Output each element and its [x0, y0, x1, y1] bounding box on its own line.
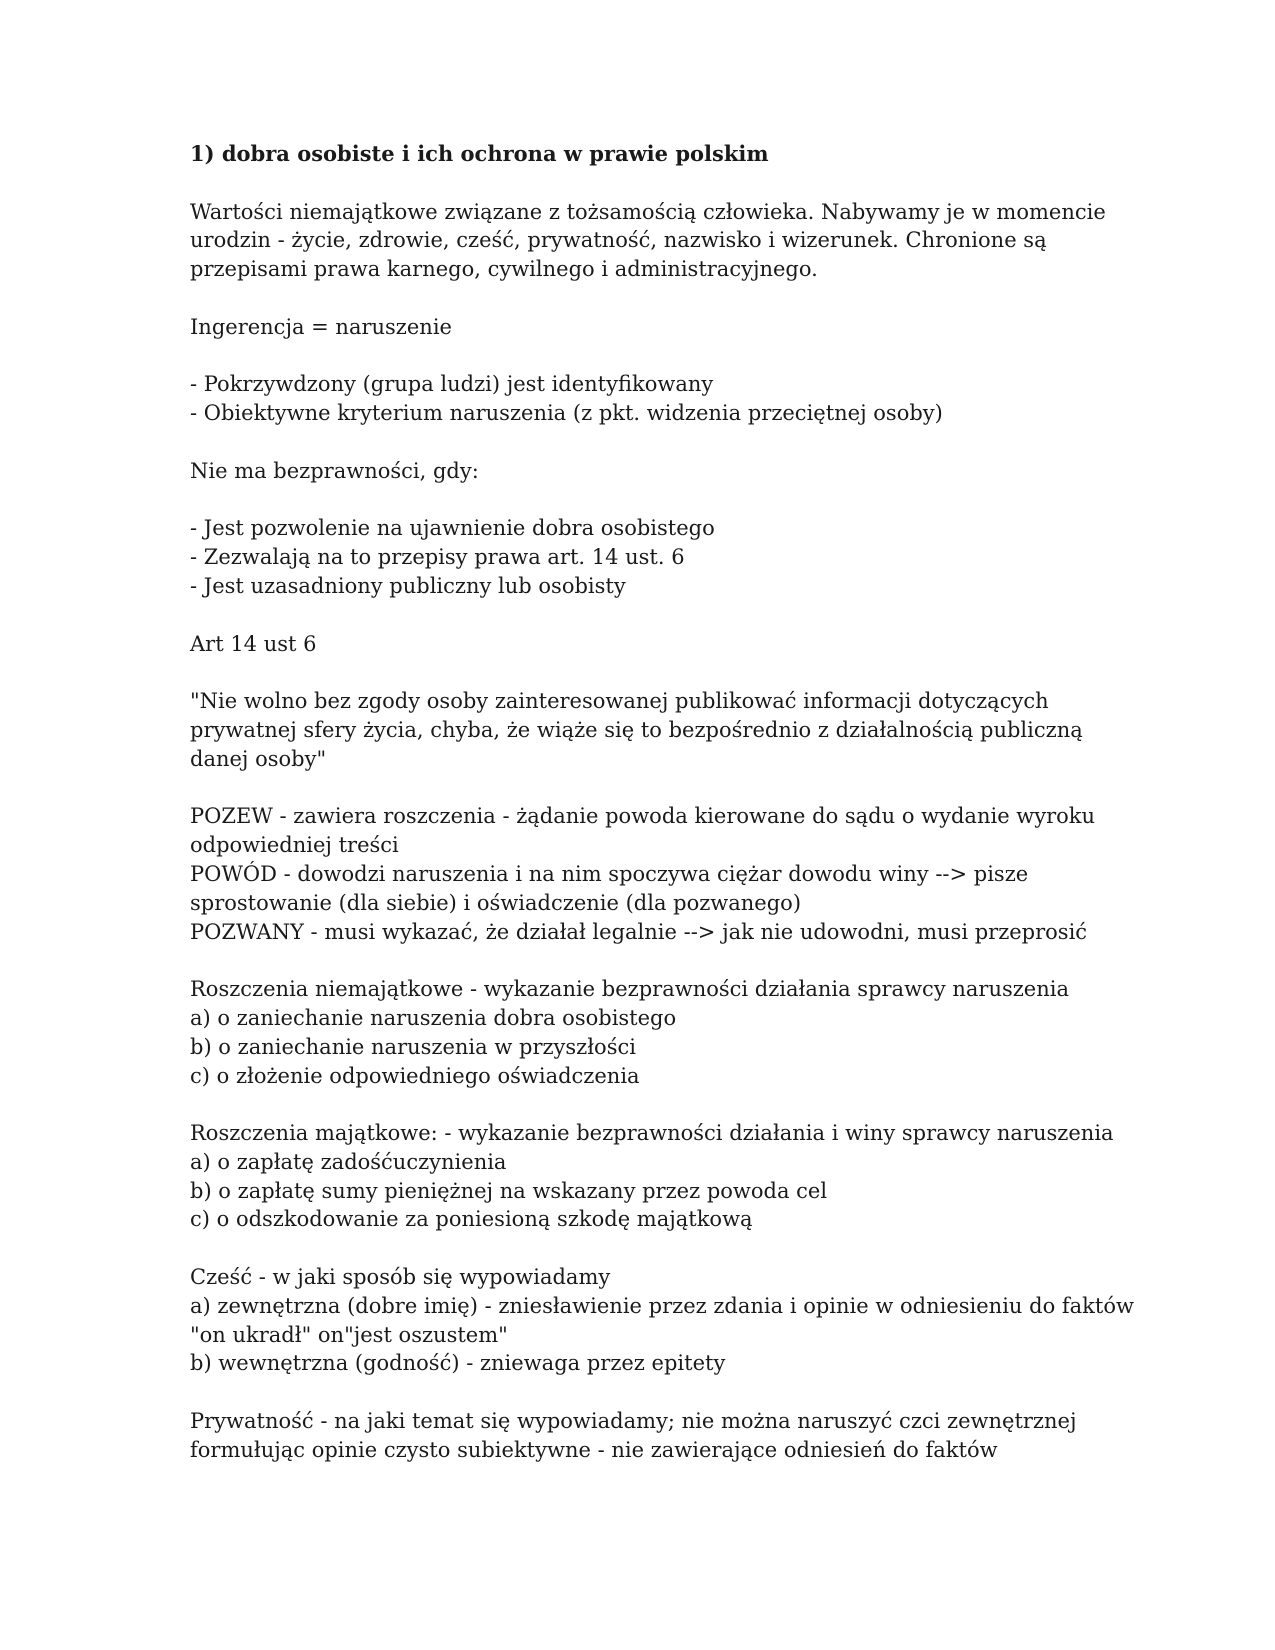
list-item: c) o odszkodowanie za poniesioną szkodę majątkową — [190, 1207, 753, 1232]
section-heading: Roszczenia majątkowe: - wykazanie bezprawności działania i winy sprawcy naruszenia — [190, 1121, 1114, 1146]
spacer — [190, 486, 1110, 515]
spacer — [190, 946, 1110, 975]
quote-line: prywatnej sfery życia, chyba, że wiąże się to bezpośrednio z działalnością publiczną — [190, 717, 1083, 742]
pozew-section — [190, 802, 1110, 946]
art-quote — [190, 687, 1110, 773]
spacer — [190, 1090, 1110, 1119]
list-item: - Jest uzasadniony publiczny lub osobisty — [190, 573, 626, 598]
intro-line: Wartości niemajątkowe związane z tożsamością człowieka. Nabywamy je w momencie — [190, 199, 1106, 224]
list-item: b) wewnętrzna (godność) - zniewaga przez epitety — [190, 1351, 726, 1376]
intro-line: urodzin - życie, zdrowie, cześć, prywatność, nazwisko i wizerunek. Chronione są — [190, 228, 1047, 253]
document-title: 1) dobra osobiste i ich ochrona w prawie polskim — [190, 141, 769, 166]
list-item: a) zewnętrzna (dobre imię) - zniesławienie przez zdania i opinie w odniesieniu do faktów — [190, 1293, 1134, 1318]
spacer — [190, 342, 1110, 371]
list-item: - Zezwalają na to przepisy prawa art. 14 ust. 6 — [190, 545, 685, 570]
intro-paragraph — [190, 198, 1110, 284]
spacer — [190, 169, 1110, 198]
list-item: - Obiektywne kryterium naruszenia (z pkt. widzenia przeciętnej osoby) — [190, 401, 943, 426]
czesc-section — [190, 1263, 1134, 1378]
spacer — [190, 428, 1110, 457]
ingerencja-list — [190, 370, 1110, 428]
niemajatkowe-section — [190, 975, 1110, 1090]
document-page — [190, 140, 1134, 1465]
spacer — [190, 601, 1110, 630]
list-item: b) o zapłatę sumy pieniężnej na wskazany przez powoda cel — [190, 1178, 828, 1203]
pozew-line: POWÓD - dowodzi naruszenia i na nim spoczywa ciężar dowodu winy --> pisze — [190, 861, 1029, 886]
prywatnosc-section — [190, 1407, 1110, 1465]
section-heading: Cześć - w jaki sposób się wypowiadamy — [190, 1265, 611, 1290]
art-heading: Art 14 ust 6 — [190, 631, 317, 656]
spacer — [190, 774, 1110, 803]
majatkowe-section — [190, 1119, 1114, 1234]
spacer — [190, 1234, 1110, 1263]
bezprawnosc-list — [190, 514, 1110, 600]
spacer — [190, 1378, 1110, 1407]
bezprawnosc-heading: Nie ma bezprawności, gdy: — [190, 458, 479, 483]
list-item: b) o zaniechanie naruszenia w przyszłości — [190, 1034, 636, 1059]
section-heading: Prywatność - na jaki temat się wypowiadamy; nie można naruszyć czci zewnętrznej — [190, 1409, 1077, 1434]
ingerencja-definition: Ingerencja = naruszenie — [190, 314, 452, 339]
section-line: formułując opinie czysto subiektywne - nie zawierające odniesień do faktów — [190, 1437, 998, 1462]
list-item: - Jest pozwolenie na ujawnienie dobra osobistego — [190, 516, 715, 541]
list-item: c) o złożenie odpowiedniego oświadczenia — [190, 1063, 640, 1088]
pozew-line: POZWANY - musi wykazać, że działał legalnie --> jak nie udowodni, musi przeprosić — [190, 919, 1088, 944]
list-item: a) o zapłatę zadośćuczynienia — [190, 1149, 507, 1174]
intro-line: przepisami prawa karnego, cywilnego i administracyjnego. — [190, 257, 818, 282]
list-item: a) o zaniechanie naruszenia dobra osobistego — [190, 1005, 677, 1030]
quote-line: danej osoby" — [190, 746, 327, 771]
list-item: "on ukradł" on"jest oszustem" — [190, 1322, 508, 1347]
pozew-line: POZEW - zawiera roszczenia - żądanie powoda kierowane do sądu o wydanie wyroku — [190, 804, 1096, 829]
spacer — [190, 284, 1110, 313]
section-heading: Roszczenia niemajątkowe - wykazanie bezprawności działania sprawcy naruszenia — [190, 977, 1069, 1002]
pozew-line: odpowiedniej treści — [190, 833, 399, 858]
quote-line: "Nie wolno bez zgody osoby zainteresowanej publikować informacji dotyczących — [190, 689, 1049, 714]
spacer — [190, 658, 1110, 687]
list-item: - Pokrzywdzony (grupa ludzi) jest identyfikowany — [190, 372, 714, 397]
pozew-line: sprostowanie (dla siebie) i oświadczenie (dla pozwanego) — [190, 890, 802, 915]
